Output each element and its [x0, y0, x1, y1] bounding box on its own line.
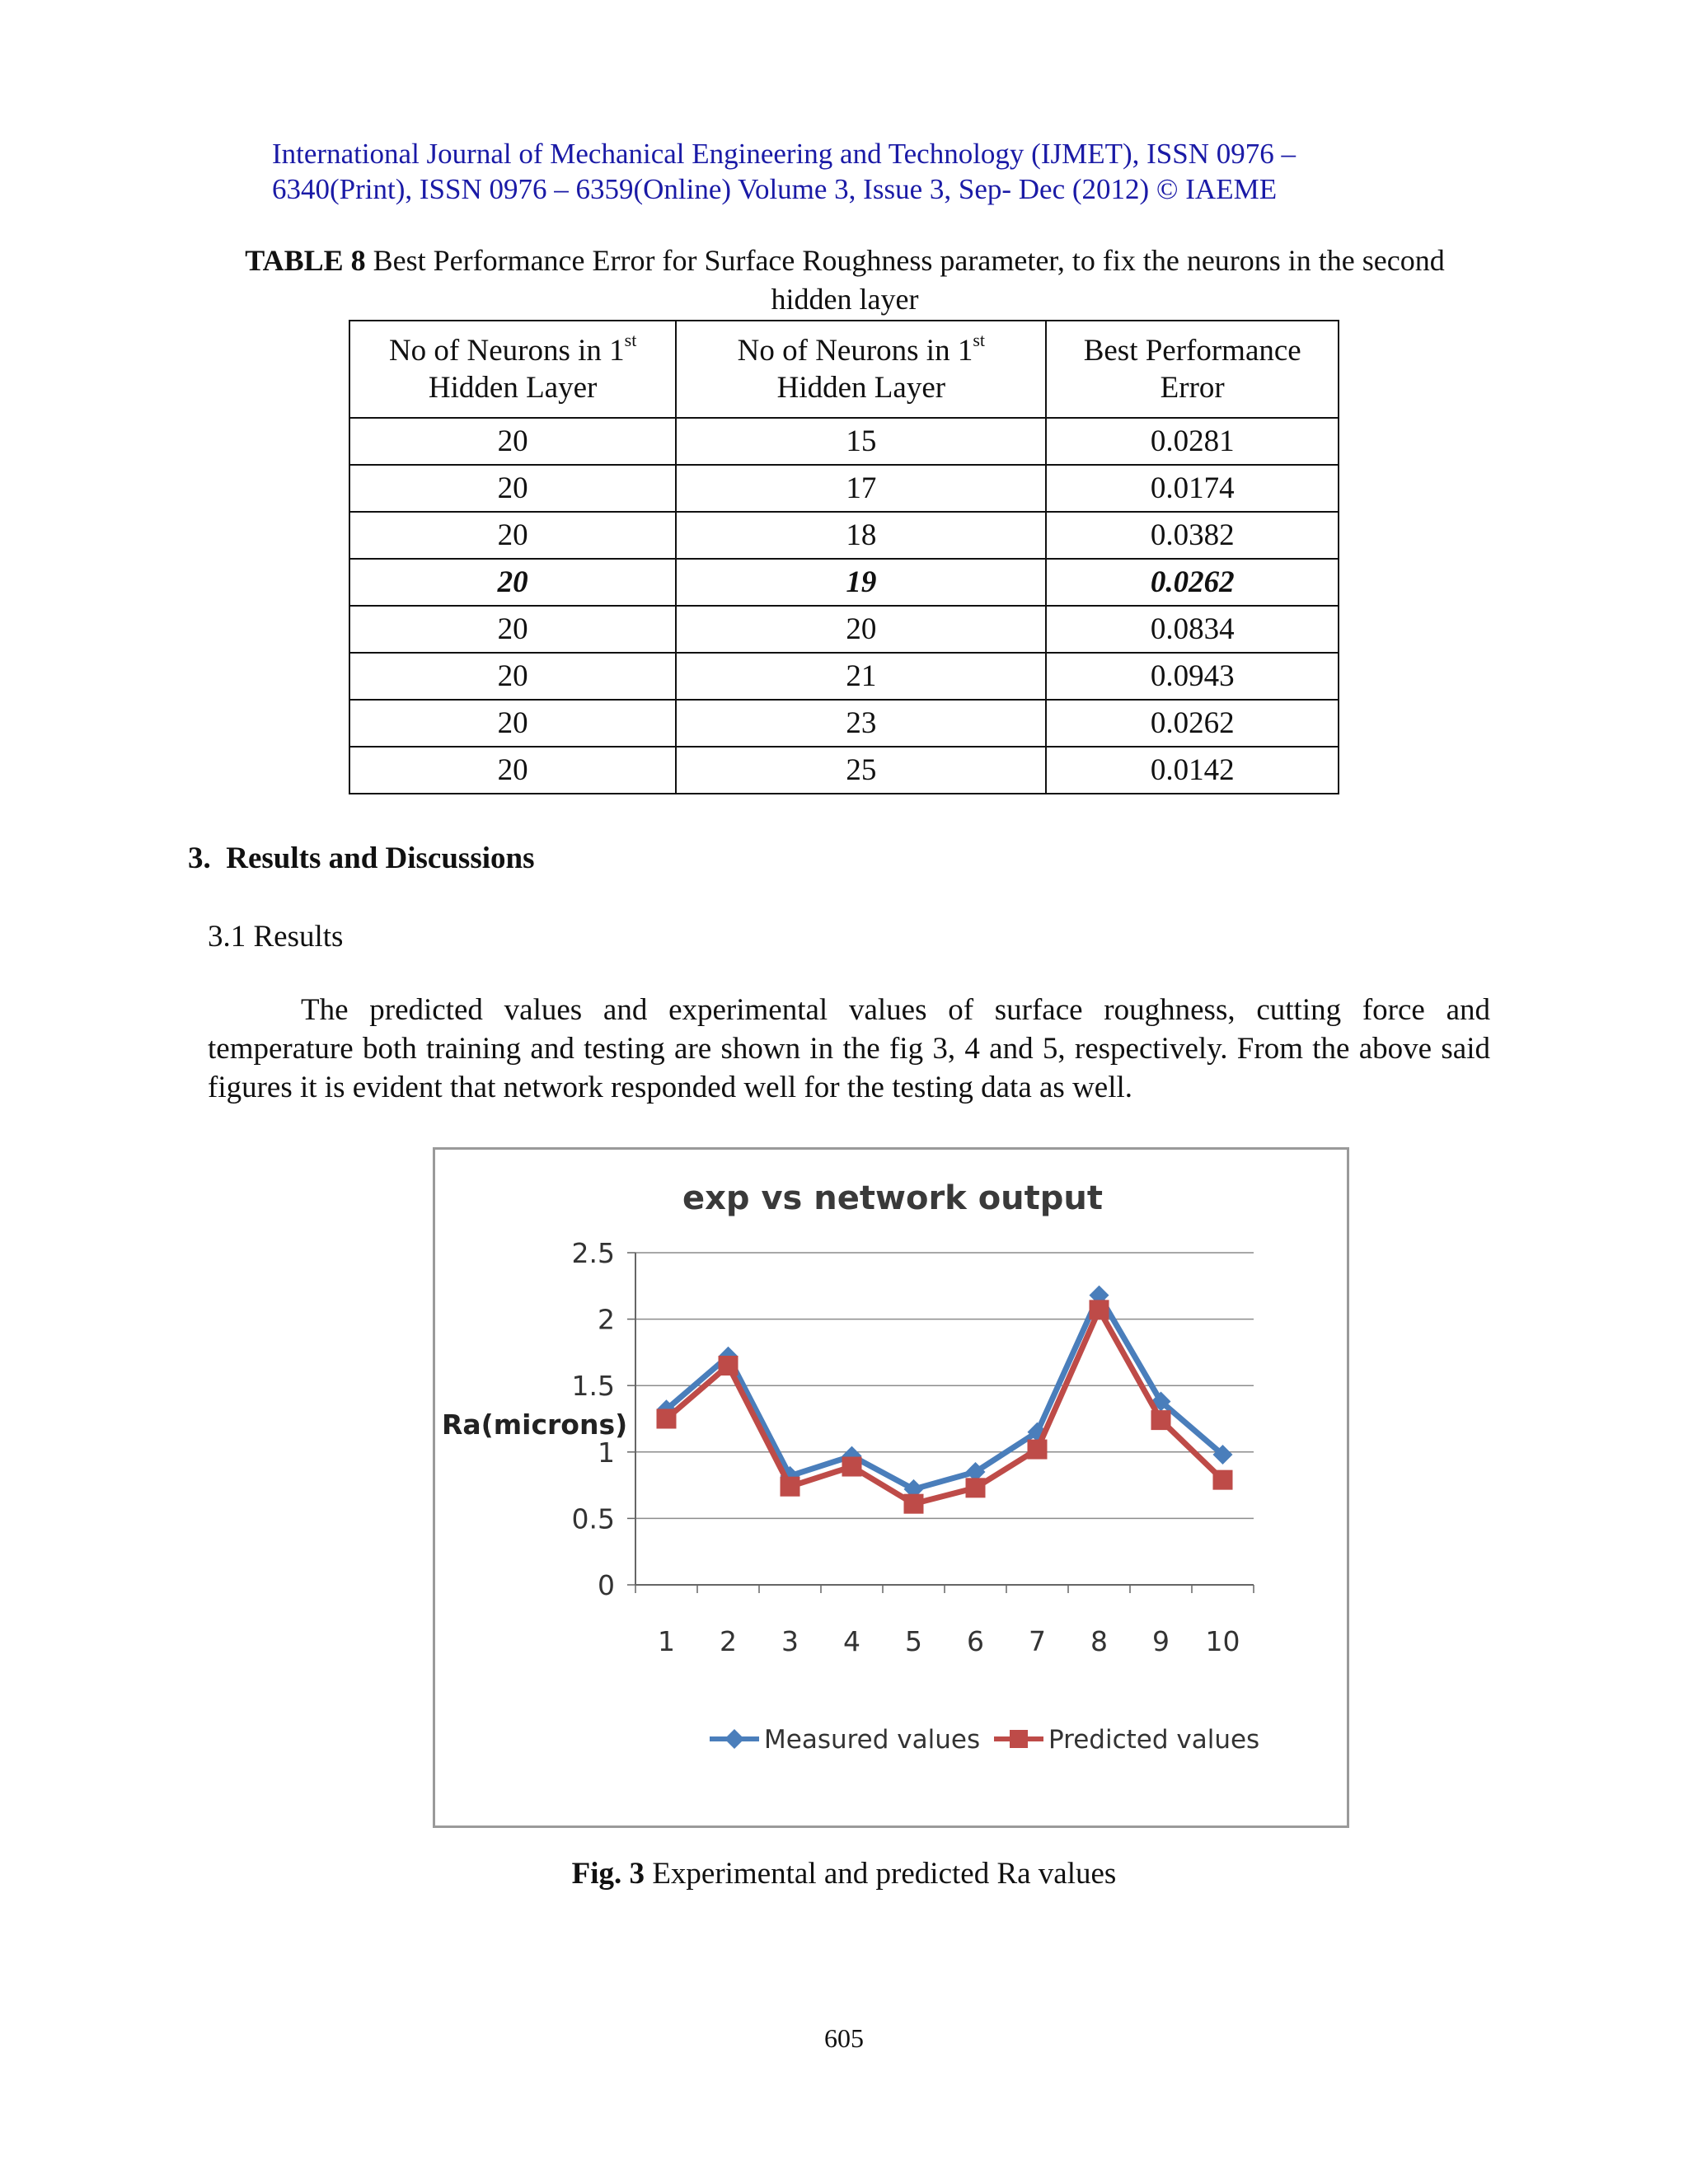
- table-cell: 20: [349, 653, 676, 700]
- data-point-predicted: [842, 1457, 862, 1477]
- x-tick-label: 3: [781, 1625, 799, 1657]
- data-point-predicted: [657, 1409, 677, 1429]
- body-paragraph: The predicted values and experimental values of surface roughness, cutting force and temperature both training and testing are shown in the fig 3, 4 and 5, respectively. From the above said figures it is evident that network responded well for the testing data as well.: [208, 993, 1490, 1104]
- line-chart: [435, 1150, 1347, 1825]
- data-point-predicted: [1028, 1440, 1048, 1460]
- y-tick-label: 1.5: [571, 1370, 615, 1403]
- x-tick-label: 5: [905, 1625, 922, 1657]
- y-tick-label: 2.5: [571, 1237, 615, 1269]
- table-cell: 0.0943: [1046, 653, 1339, 700]
- y-tick-label: 2: [598, 1303, 615, 1336]
- figure-caption: [0, 1856, 1688, 1891]
- data-point-predicted: [966, 1478, 986, 1497]
- table-cell: 23: [676, 700, 1046, 747]
- page-number: 605: [824, 2023, 864, 2053]
- data-point-predicted: [781, 1477, 800, 1497]
- chart-frame: [433, 1147, 1349, 1828]
- table-row: [349, 653, 1339, 700]
- table-row: [349, 512, 1339, 559]
- table-row: [349, 418, 1339, 465]
- subsection-heading: 3.1 Results: [208, 920, 344, 954]
- table-cell: 20: [349, 747, 676, 794]
- legend-label: Predicted values: [1048, 1725, 1260, 1755]
- series-line-measured: [667, 1296, 1223, 1489]
- table-cell: 0.0262: [1046, 700, 1339, 747]
- table-cell: 0.0382: [1046, 512, 1339, 559]
- chart-title: exp vs network output: [682, 1179, 1104, 1217]
- data-point-predicted: [1090, 1300, 1109, 1319]
- table-row: [349, 606, 1339, 653]
- table-caption: [223, 241, 1467, 319]
- table-cell: 19: [676, 559, 1046, 606]
- results-table: [349, 320, 1339, 794]
- table-caption-text: Best Performance Error for Surface Roughness parameter, to fix the neurons in the second hidden layer: [365, 244, 1445, 316]
- data-point-predicted: [719, 1356, 738, 1376]
- table-cell: 20: [676, 606, 1046, 653]
- table-caption-label: TABLE 8: [245, 244, 366, 277]
- series-line-predicted: [667, 1310, 1223, 1503]
- figure-caption-label: Fig. 3: [571, 1857, 645, 1891]
- y-tick-label: 0: [598, 1569, 615, 1601]
- x-tick-label: 7: [1029, 1625, 1046, 1657]
- table-cell: 20: [349, 465, 676, 512]
- table-row: [349, 747, 1339, 794]
- table-cell: 20: [349, 418, 676, 465]
- table-header-row: [349, 321, 1339, 418]
- table-cell: 0.0834: [1046, 606, 1339, 653]
- x-tick-label: 4: [843, 1625, 860, 1657]
- table-row-highlighted: [349, 559, 1339, 606]
- header-neurons-first-layer: No of Neurons in 1st Hidden Layer: [349, 321, 676, 418]
- table-cell: 20: [349, 700, 676, 747]
- data-point-predicted: [1151, 1410, 1171, 1430]
- legend-label: Measured values: [764, 1725, 981, 1755]
- table-cell: 20: [349, 512, 676, 559]
- table-cell: 20: [349, 606, 676, 653]
- table-cell: 18: [676, 512, 1046, 559]
- journal-header-line-2: 6340(Print), ISSN 0976 – 6359(Online) Volume 3, Issue 3, Sep- Dec (2012) © IAEME: [272, 173, 1278, 205]
- x-tick-label: 10: [1205, 1625, 1240, 1657]
- table-cell: 0.0281: [1046, 418, 1339, 465]
- figure-caption-text: Experimental and predicted Ra values: [645, 1857, 1117, 1891]
- x-tick-label: 2: [720, 1625, 737, 1657]
- table-cell: 0.0142: [1046, 747, 1339, 794]
- data-point-predicted: [1213, 1470, 1233, 1490]
- x-tick-label: 9: [1152, 1625, 1170, 1657]
- header-neurons-second-layer: No of Neurons in 1st Hidden Layer: [676, 321, 1046, 418]
- table-cell: 25: [676, 747, 1046, 794]
- y-tick-label: 1: [598, 1436, 615, 1469]
- table-cell: 21: [676, 653, 1046, 700]
- y-axis-label: Ra(microns): [442, 1408, 628, 1441]
- table-row: [349, 700, 1339, 747]
- y-tick-label: 0.5: [571, 1502, 615, 1535]
- journal-header-line-1: International Journal of Mechanical Engineering and Technology (IJMET), ISSN 0976 –: [272, 138, 1296, 170]
- table-cell: 17: [676, 465, 1046, 512]
- table-cell: 20: [349, 559, 676, 606]
- journal-header: [272, 136, 1467, 207]
- x-tick-label: 6: [967, 1625, 984, 1657]
- legend-marker-measured: [724, 1729, 744, 1749]
- table-cell: 0.0262: [1046, 559, 1339, 606]
- table-cell: 0.0174: [1046, 465, 1339, 512]
- x-tick-label: 8: [1090, 1625, 1108, 1657]
- section-heading: 3. Results and Discussions: [188, 841, 535, 875]
- legend-marker-predicted: [1010, 1730, 1028, 1748]
- x-tick-label: 1: [658, 1625, 675, 1657]
- header-best-performance-error: Best Performance Error: [1046, 321, 1339, 418]
- table-row: [349, 465, 1339, 512]
- data-point-predicted: [904, 1494, 924, 1514]
- table-cell: 15: [676, 418, 1046, 465]
